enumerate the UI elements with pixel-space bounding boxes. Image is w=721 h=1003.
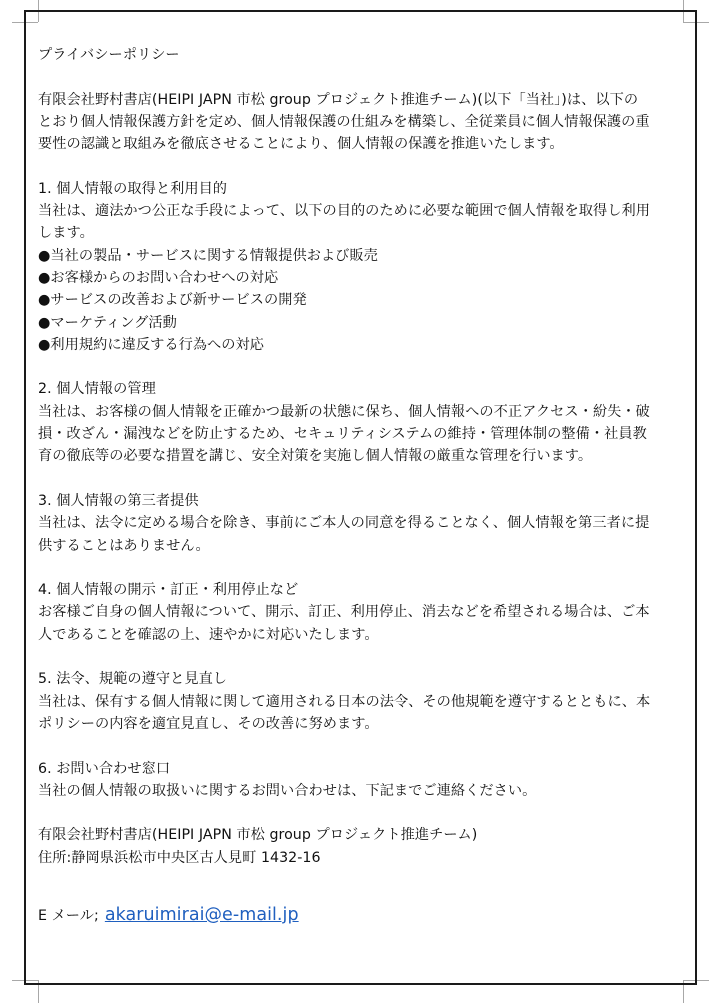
contact-email-line [38,903,683,928]
section-purpose [38,178,683,356]
section-body-line: 供することはありません。 [38,537,210,554]
section-heading: 1. 個人情報の取得と利用目的 [38,180,228,197]
intro-line: とおり個人情報保護方針を定め、個人情報保護の仕組みを構築し、全従業員に個人情報保護の重 [38,113,650,130]
section-body-line: します。 [38,225,94,242]
email-link[interactable]: akaruimirai@e-mail.jp [104,904,299,925]
list-item: ●お客様からのお問い合わせへの対応 [38,269,279,286]
section-body-line: ポリシーの内容を適宜見直し、その改善に努めます。 [38,715,379,732]
intro-line: 有限会社野村書店(HEIPI JAPN 市松 group プロジェクト推進チーム)(以下「当社」)は、以下の [38,91,639,108]
section-body-line: 当社は、保有する個人情報に関して適用される日本の法令、その他規範を遵守するとともに、本 [38,693,651,710]
section-compliance [38,668,683,735]
section-body-line: 人であることを確認の上、速やかに対応いたします。 [38,626,379,643]
list-item: ●利用規約に違反する行為への対応 [38,336,264,353]
section-body-line: 当社は、お客様の個人情報を正確かつ最新の状態に保ち、個人情報への不正アクセス・紛失・破 [38,403,650,420]
section-body-line: 当社は、法令に定める場合を除き、事前にご本人の同意を得ることなく、個人情報を第三者に提 [38,515,650,532]
section-body-line: 当社の個人情報の取扱いに関するお問い合わせは、下記までご連絡ください。 [38,782,537,799]
intro-line: 要性の認識と取組みを徹底させることにより、個人情報の保護を推進いたします。 [38,136,564,153]
email-label: E メール; [38,907,99,924]
section-heading: 5. 法令、規範の遵守と見直し [38,671,228,688]
section-disclosure [38,579,683,646]
section-third-party [38,490,683,557]
contact-address: 住所:静岡県浜松市中央区古人見町 1432-16 [38,849,321,866]
privacy-policy-document [38,44,683,928]
contact-info [38,824,683,869]
section-heading: 4. 個人情報の開示・訂正・利用停止など [38,582,299,599]
list-item: ●当社の製品・サービスに関する情報提供および販売 [38,247,378,264]
section-management [38,378,683,467]
section-body-line: 当社は、適法かつ公正な手段によって、以下の目的のために必要な範囲で個人情報を取得し利用 [38,203,650,220]
list-item: ●サービスの改善および新サービスの開発 [38,292,307,309]
section-body-line: お客様ご自身の個人情報について、開示、訂正、利用停止、消去などを希望される場合は、ご本 [38,604,650,621]
section-heading: 3. 個人情報の第三者提供 [38,492,199,509]
contact-company: 有限会社野村書店(HEIPI JAPN 市松 group プロジェクト推進チーム) [38,827,478,844]
section-heading: 2. 個人情報の管理 [38,381,156,398]
section-body-line: 育の徹底等の必要な措置を講じ、安全対策を実施し個人情報の厳重な管理を行います。 [38,448,593,465]
policy-title: プライバシーポリシー [38,47,180,63]
intro-paragraph [38,89,683,156]
list-item: ●マーケティング活動 [38,314,177,331]
section-contact [38,758,683,803]
section-body-line: 損・改ざん・漏洩などを防止するため、セキュリティシステムの維持・管理体制の整備・社員教 [38,426,647,443]
section-heading: 6. お問い合わせ窓口 [38,760,171,777]
